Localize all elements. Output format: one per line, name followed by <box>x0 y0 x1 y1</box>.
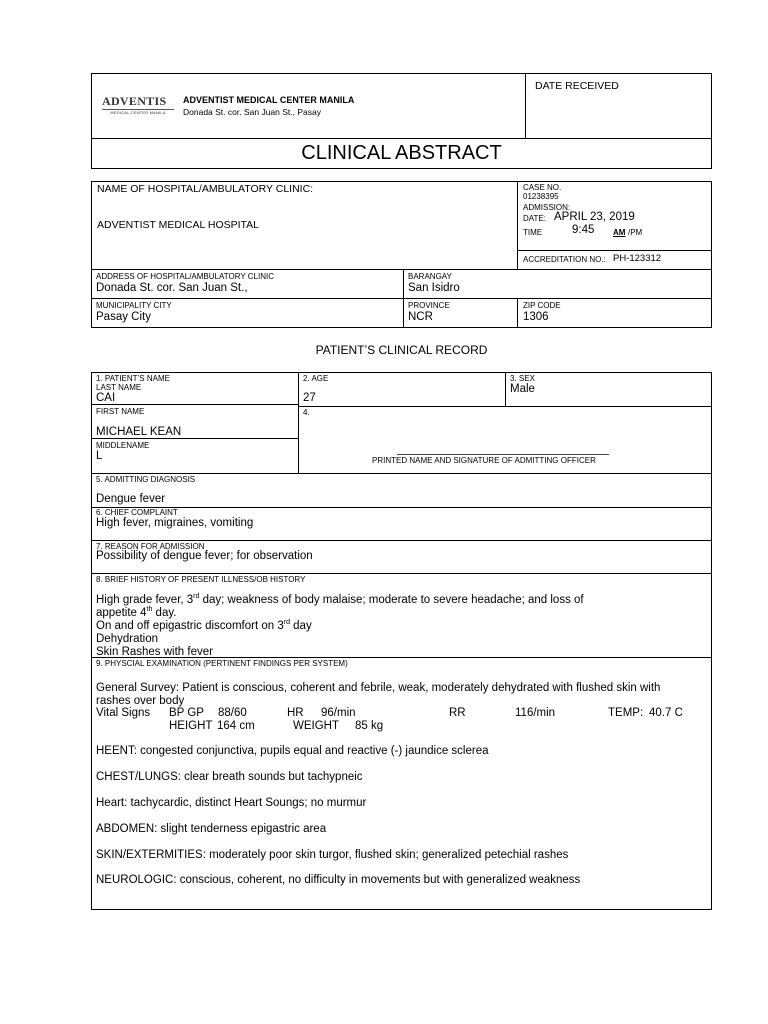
admission-date-value: APRIL 23, 2019 <box>554 211 635 223</box>
date-received-label: DATE RECEIVED <box>535 80 619 92</box>
am-marker: AM <box>613 228 626 237</box>
hospital-divider <box>91 269 712 270</box>
weight-label: WEIGHT <box>293 720 339 732</box>
rr-label: RR <box>449 707 466 719</box>
hospital-logo <box>102 95 174 119</box>
case-column-divider <box>517 181 518 269</box>
province-label: PROVINCE <box>408 301 450 310</box>
org-name: ADVENTIST MEDICAL CENTER MANILA <box>183 95 355 105</box>
header-divider <box>91 138 712 139</box>
admission-date-label: DATE: <box>523 214 546 223</box>
clinical-record-title: PATIENT’S CLINICAL RECORD <box>315 343 488 357</box>
name-age-divider <box>298 372 299 473</box>
history-label: 8. BRIEF HISTORY OF PRESENT ILLNESS/OB HISTORY <box>96 575 306 584</box>
hr-value: 96/min <box>321 707 356 719</box>
reason-value: Possibility of dengue fever; for observation <box>96 550 313 562</box>
abdomen-finding: ABDOMEN: slight tenderness epigastric area <box>96 823 327 835</box>
org-address: Donada St. cor. San Juan St., Pasay <box>183 107 321 117</box>
case-no-label: CASE NO. <box>523 183 562 192</box>
admitting-diagnosis-label: 5. ADMITTING DIAGNOSIS <box>96 475 196 484</box>
accreditation-label: ACCREDITATION NO.: <box>523 255 606 264</box>
signature-label: PRINTED NAME AND SIGNATURE OF ADMITTING OFFICER <box>372 456 596 465</box>
weight-value: 85 kg <box>355 720 384 732</box>
neurologic-finding: NEUROLOGIC: conscious, coherent, no difficulty in movements but with generalized weakness <box>96 874 581 886</box>
barangay-label: BARANGAY <box>408 272 452 281</box>
address-label: ADDRESS OF HOSPITAL/AMBULATORY CLINIC <box>96 272 274 281</box>
heart-finding: Heart: tachycardic, distinct Heart Soungs; no murmur <box>96 797 367 809</box>
date-received-divider <box>525 73 526 139</box>
province-value: NCR <box>408 311 433 323</box>
general-survey: General Survey: Patient is conscious, coherent and febrile, weak, moderately dehydrated with flushed skin with rashes over body <box>96 682 661 707</box>
address-divider <box>91 298 712 299</box>
case-no-value: 01238395 <box>523 192 559 201</box>
age-value: 27 <box>303 392 316 404</box>
field-4-label: 4. <box>303 408 310 417</box>
diagnosis-divider <box>91 507 712 508</box>
chief-complaint-value: High fever, migraines, vomiting <box>96 517 254 529</box>
age-row-divider <box>298 406 712 407</box>
rr-value: 116/min <box>515 707 556 719</box>
temp-value: 40.7 C <box>649 707 683 719</box>
municipality-value: Pasay City <box>96 311 151 323</box>
chief-complaint-label: 6. CHIEF COMPLAINT <box>96 508 178 517</box>
sex-label: 3. SEX <box>510 374 535 383</box>
hospital-name-value: ADVENTIST MEDICAL HOSPITAL <box>97 219 260 231</box>
bp-value: 88/60 <box>218 707 247 719</box>
zip-label: ZIP CODE <box>523 301 561 310</box>
zip-value: 1306 <box>523 311 549 323</box>
patient-name-label: 1. PATIENT’S NAME <box>96 374 170 383</box>
barangay-value: San Isidro <box>408 282 460 294</box>
last-name-label: LAST NAME <box>96 383 142 392</box>
complaint-divider <box>91 540 712 541</box>
signature-line <box>397 454 609 455</box>
history-line-1: High grade fever, 3rd day; weakness of body malaise; moderate to severe headache; and loss of <box>96 593 584 606</box>
logo-wordmark: ADVENTIS <box>102 94 167 108</box>
temp-label: TEMP: <box>608 707 644 719</box>
barangay-divider <box>403 269 404 328</box>
municipality-label: MUNICIPALITY CITY <box>96 301 172 310</box>
name-section-divider <box>91 473 712 474</box>
skin-finding: SKIN/EXTERMITIES: moderately poor skin turgor, flushed skin; generalized petechial rashes <box>96 849 569 861</box>
middle-name-value: L <box>96 450 103 462</box>
history-line-5: Skin Rashes with fever <box>96 646 213 658</box>
heent-finding: HEENT: congested conjunctiva, pupils equal and reactive (-) jaundice sclerea <box>96 745 489 757</box>
logo-subtext: MEDICAL CENTER MANILA <box>110 110 166 115</box>
age-sex-divider <box>505 372 506 406</box>
admission-time-label: TIME <box>523 228 543 237</box>
admission-label: ADMISSION: <box>523 203 571 212</box>
hr-label: HR <box>287 707 304 719</box>
middle-name-label: MIDDLENAME <box>96 441 150 450</box>
admission-time-value: 9:45 <box>572 224 595 236</box>
sex-value: Male <box>510 383 535 395</box>
accreditation-value: PH-123312 <box>613 253 662 264</box>
first-name-value: MICHAEL KEAN <box>96 426 182 438</box>
history-line-4: Dehydration <box>96 633 159 645</box>
page-title: CLINICAL ABSTRACT <box>301 142 502 164</box>
admitting-diagnosis-value: Dengue fever <box>96 493 166 505</box>
zip-divider <box>517 298 518 328</box>
reason-divider <box>91 573 712 574</box>
height-value: 164 cm <box>217 720 255 732</box>
address-value: Donada St. cor. San Juan St., <box>96 282 248 294</box>
physical-exam-label: 9. PHYSCIAL EXAMINATION (PERTINENT FINDINGS PER SYSTEM) <box>96 659 348 668</box>
history-line-3: On and off epigastric discomfort on 3rd day <box>96 619 312 632</box>
last-name-value: CAI <box>96 392 116 404</box>
pm-marker: /PM <box>628 228 643 237</box>
reason-label: 7. REASON FOR ADMISSION <box>96 542 205 551</box>
age-label: 2. AGE <box>303 374 329 383</box>
bp-label: BP GP <box>169 707 204 719</box>
accreditation-divider <box>517 250 712 251</box>
hospital-name-label: NAME OF HOSPITAL/AMBULATORY CLINIC: <box>97 183 314 195</box>
vital-signs-label: Vital Signs <box>96 707 151 719</box>
first-name-label: FIRST NAME <box>96 407 145 416</box>
height-label: HEIGHT <box>169 720 213 732</box>
history-line-2: appetite 4th day. <box>96 606 177 619</box>
lastname-divider <box>91 404 298 405</box>
chest-finding: CHEST/LUNGS: clear breath sounds but tachypneic <box>96 771 363 783</box>
